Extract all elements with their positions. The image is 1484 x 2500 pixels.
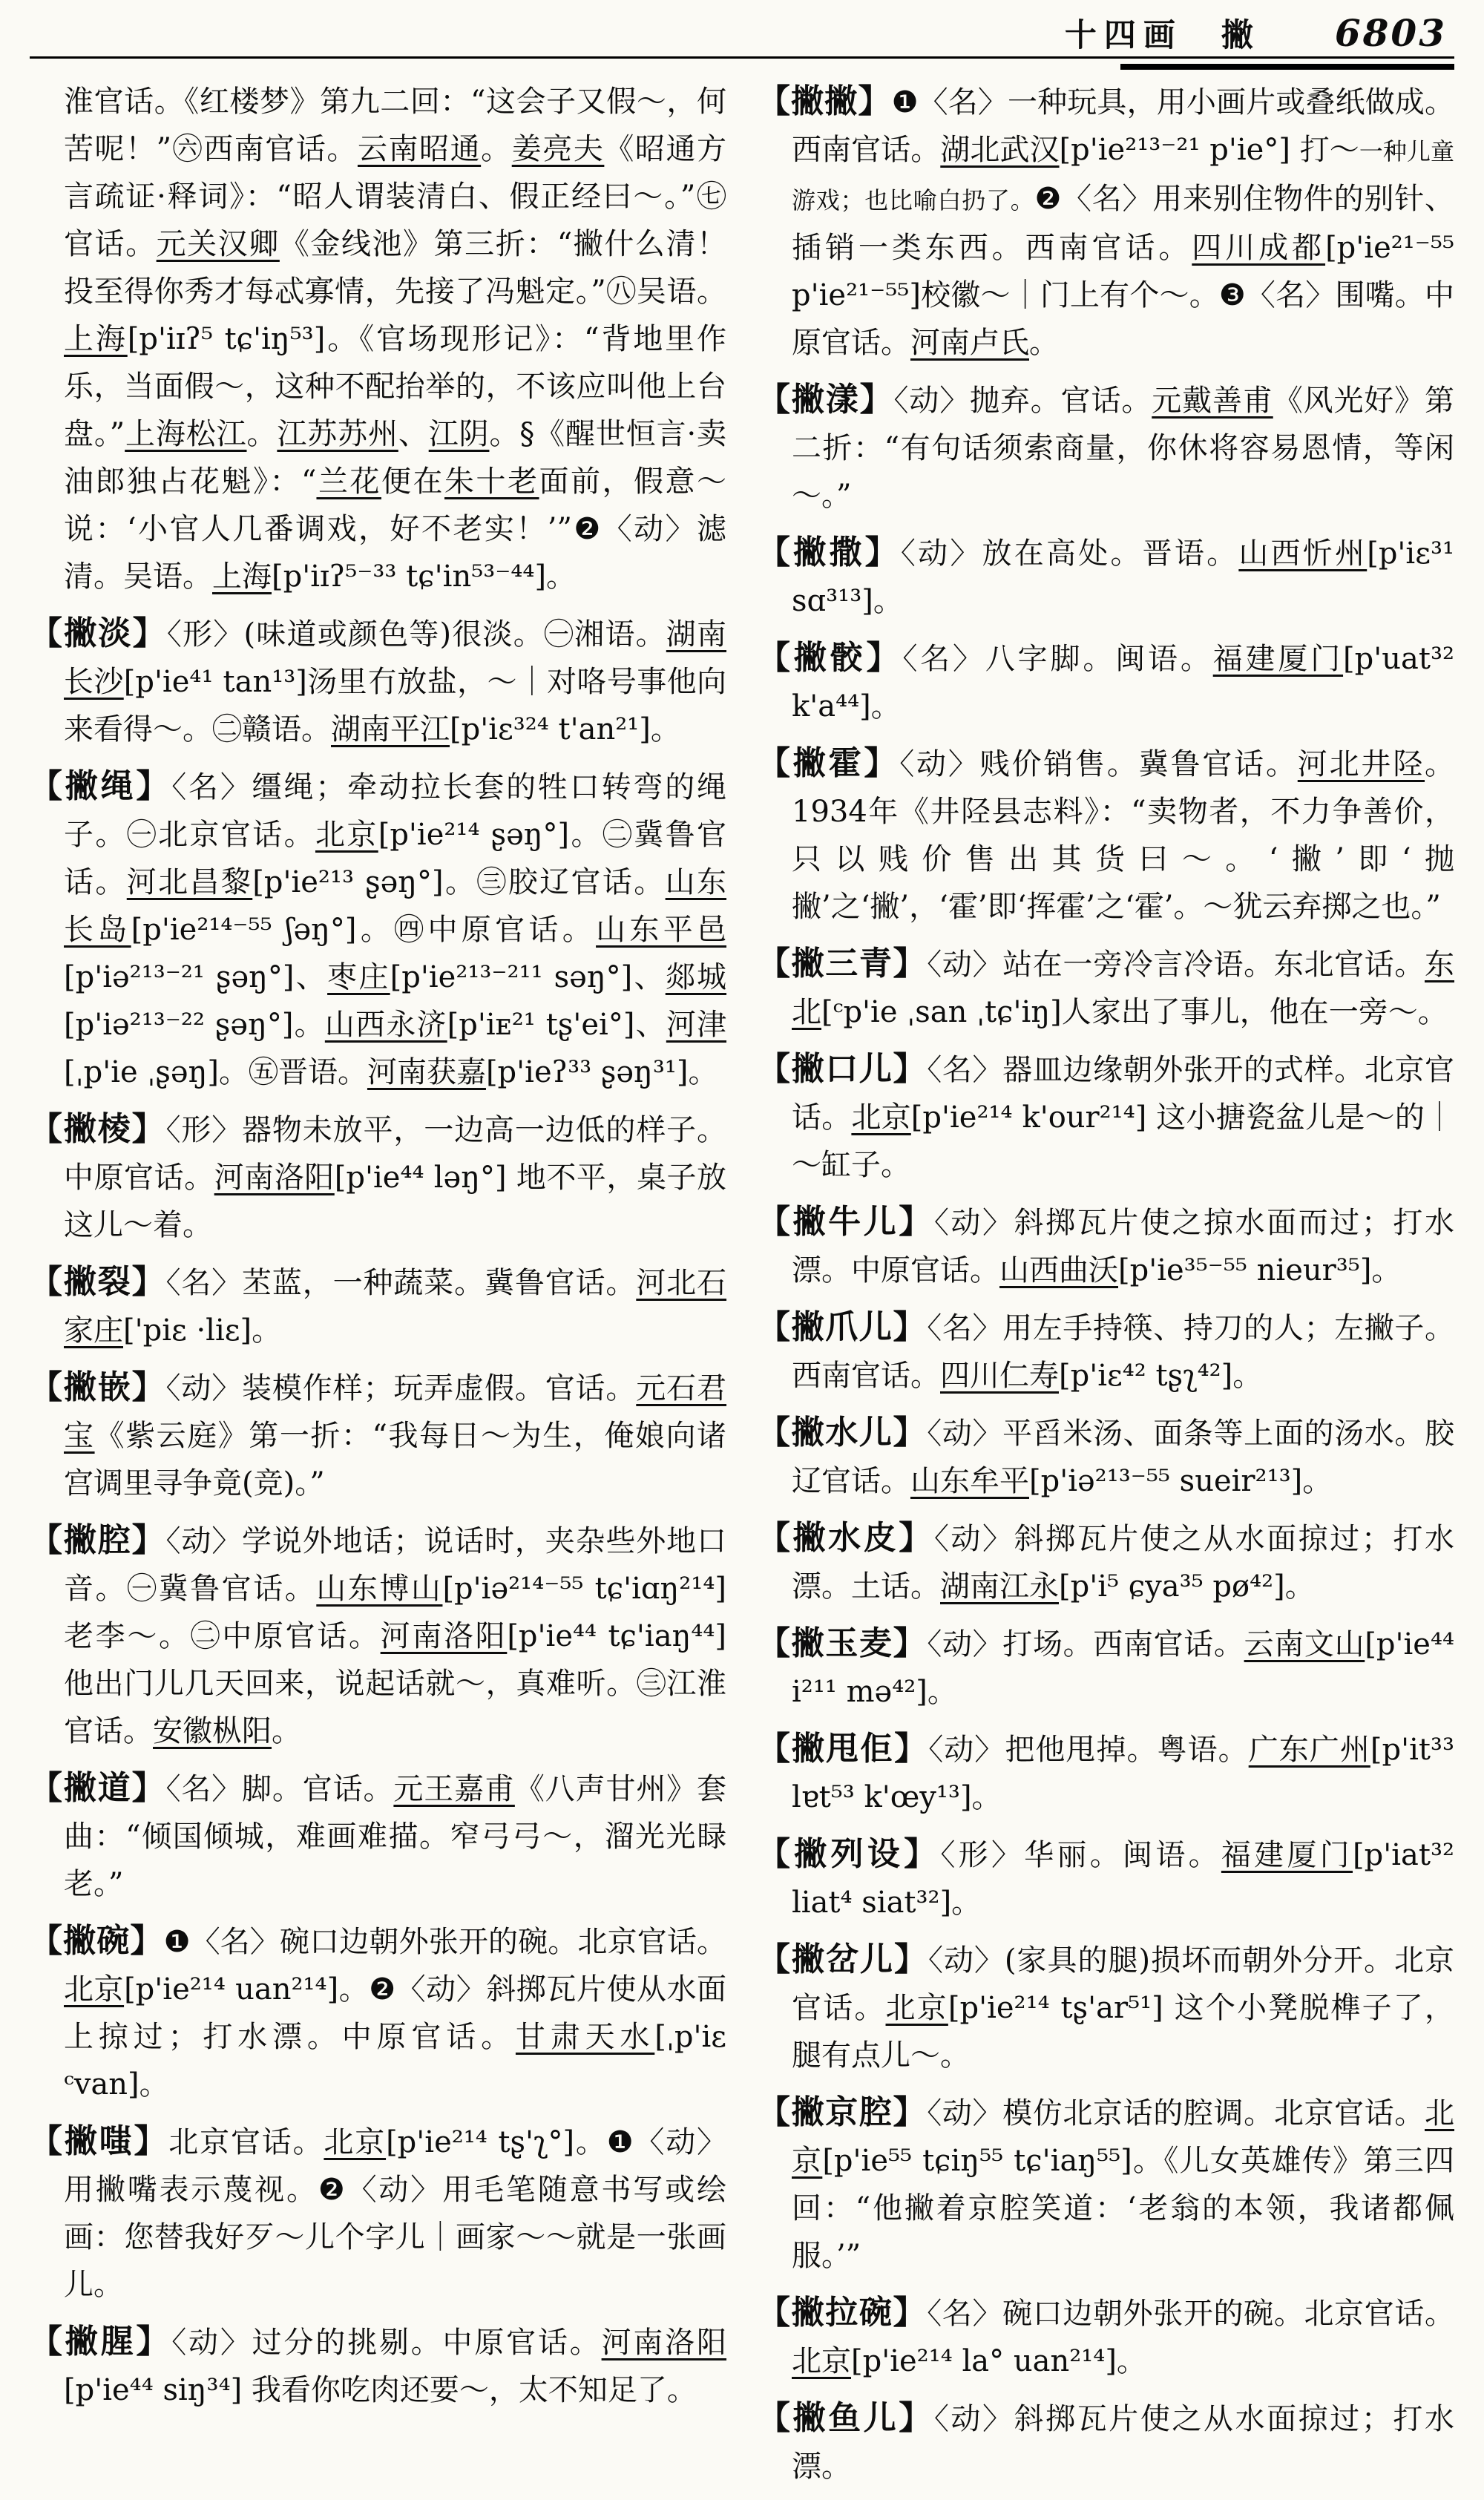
proper-noun-underlined: 北京 <box>851 1100 911 1135</box>
proper-noun-underlined: 兰花 <box>316 465 381 499</box>
dictionary-entry: 【撇甩佢】〈动〉把他甩掉。粤语。广东广州[p'it³³ lɐt⁵³ k'œy¹³]。 <box>758 1730 1455 1814</box>
entry-headword: 【撇口儿】 <box>758 1050 928 1088</box>
dictionary-entry: 【撇鱼儿】〈动〉斜掷瓦片使之从水面掠过；打水漂。 <box>758 2399 1455 2484</box>
proper-noun-underlined: 东北 <box>792 948 1455 1029</box>
dictionary-entry: 【撇腔】〈动〉学说外地话；说话时，夹杂些外地口音。㊀冀鲁官话。山东博山[p'iə²¹⁴⁻⁵⁵ tɕ'iɑŋ²¹⁴] 老李～。㊁中原官话。河南洛阳[p'ie⁴⁴ tɕ'iaŋ⁴⁴] 他出门儿几天回来，说起话就～，真难听。㊂江淮官话。安徽枞阳。 <box>30 1521 727 1748</box>
proper-noun-underlined: 湖南平江 <box>331 712 450 747</box>
entry-headword: 【撇嵌】 <box>30 1368 166 1406</box>
proper-noun-underlined: 四川仁寿 <box>940 1359 1059 1393</box>
dictionary-entry: 【撇岔儿】〈动〉(家具的腿)损坏而朝外分开。北京官话。北京[p'ie²¹⁴ tʂ'ar⁵¹] 这个小凳脱榫子了，腿有点儿～。 <box>758 1940 1455 2073</box>
proper-noun-underlined: 湖南长沙 <box>64 617 727 699</box>
entry-headword: 【撇撒】 <box>758 534 901 571</box>
proper-noun-underlined: 山东长岛 <box>64 865 727 947</box>
entry-headword: 【撇水儿】 <box>758 1414 928 1451</box>
proper-noun-underlined: 山东牟平 <box>910 1464 1029 1498</box>
proper-noun-underlined: 上海 <box>64 322 128 356</box>
proper-noun-underlined: 江苏苏州 <box>277 417 398 451</box>
dictionary-entry: 【撇绳】〈名〉缰绳；牵动拉长套的牲口转弯的绳子。㊀北京官话。北京[p'ie²¹⁴ ʂəŋ°]。㊁冀鲁官话。河北昌黎[p'ie²¹³ ʂəŋ°]。㊂胶辽官话。山东长岛[p'ie²¹⁴⁻⁵⁵ ʃəŋ°]。㊃中原官话。山东平邑[p'iə²¹³⁻²¹ ʂəŋ°]、枣庄[p'ie²¹³⁻²¹¹ səŋ°]、郯城[p'iə²¹³⁻²² ʂəŋ°]。山西永济[p'iᴇ²¹ tʂ'ei°]、河津[ˌp'ie ˌʂəŋ]。㊄晋语。河南获嘉[p'ieʔ³³ ʂəŋ³¹]。 <box>30 767 727 1089</box>
dictionary-entry: 【撇三青】〈动〉站在一旁冷言冷语。东北官话。东北[ᶜp'ie ˌsan ˌtɕ'iŋ]人家出了事儿，他在一旁～。 <box>758 945 1455 1029</box>
right-column <box>758 78 1454 2500</box>
two-column-layout <box>30 78 1454 2500</box>
header-rule <box>30 56 1454 59</box>
proper-noun-underlined: 云南文山 <box>1244 1627 1365 1661</box>
dictionary-entry: 【撇棱】〈形〉器物未放平，一边高一边低的样子。中原官话。河南洛阳[p'ie⁴⁴ ləŋ°] 地不平，桌子放这儿～着。 <box>30 1110 727 1242</box>
proper-noun-underlined: 甘肃天水 <box>515 2020 655 2054</box>
proper-noun-underlined: 云南昭通 <box>357 132 482 166</box>
dictionary-entry: 【撇爪儿】〈名〉用左手持筷、持刀的人；左撇子。西南官话。四川仁寿[p'iɛ⁴² tʂʅ⁴²]。 <box>758 1308 1455 1393</box>
entry-headword: 【撇骹】 <box>758 639 903 677</box>
entry-headword: 【撇淡】 <box>30 614 167 652</box>
entry-headword: 【撇列设】 <box>758 1835 941 1873</box>
dictionary-entry: 【撇漾】〈动〉抛弃。官话。元戴善甫《风光好》第二折：“有句话须索商量，你休将容易恩情，等闲～。” <box>758 381 1455 513</box>
entry-headword: 【撇水皮】 <box>758 1519 934 1557</box>
proper-noun-underlined: 福建厦门 <box>1212 642 1344 676</box>
dictionary-entry: 【撇京腔】〈动〉模仿北京话的腔调。北京官话。北京[p'ie⁵⁵ tɕiŋ⁵⁵ tɕ'iaŋ⁵⁵]。《儿女英雄传》第三四回：“他撇着京腔笑道：‘老翁的本领，我诸都佩服。’” <box>758 2093 1455 2273</box>
dictionary-entry: 【撇碗】❶〈名〉碗口边朝外张开的碗。北京官话。北京[p'ie²¹⁴ uan²¹⁴]。❷〈动〉斜掷瓦片使从水面上掠过；打水漂。中原官话。甘肃天水[ˌp'iɛ ᶜvan]。 <box>30 1922 727 2102</box>
proper-noun-underlined: 朱十老 <box>444 465 539 499</box>
proper-noun-underlined: 上海松江 <box>125 417 247 451</box>
dictionary-entry: 【撇淡】〈形〉(味道或颜色等)很淡。㊀湘语。湖南长沙[p'ie⁴¹ tan¹³]汤里冇放盐，～｜对咯号事他向来看得～。㊁赣语。湖南平江[p'iɛ³²⁴ t'an²¹]。 <box>30 614 727 747</box>
proper-noun-underlined: 广东广州 <box>1248 1733 1370 1767</box>
dictionary-entry: 【撇列设】〈形〉华丽。闽语。福建厦门[p'iat³² liat⁴ siat³²]。 <box>758 1835 1455 1920</box>
proper-noun-underlined: 安徽枞阳 <box>153 1714 272 1748</box>
proper-noun-underlined: 湖北武汉 <box>940 133 1060 167</box>
proper-noun-underlined: 山西忻州 <box>1238 537 1368 571</box>
entry-headword: 【撇棱】 <box>30 1110 166 1148</box>
left-column <box>30 78 726 2500</box>
proper-noun-underlined: 山东平邑 <box>596 913 727 947</box>
proper-noun-underlined: 河南获嘉 <box>367 1055 486 1089</box>
continued-entry-text: 淮官话。《红楼梦》第九二回：“这会子又假～，何苦呢！”㊅西南官话。云南昭通。姜亮夫《昭通方言疏证·释词》：“昭人谓装清白、假正经曰～。”㊆官话。元关汉卿《金线池》第三折：“撇什么清！投至得你秀才每忒寡情，先接了冯魁定。”㊇吴语。上海[p'iɪʔ⁵ tɕ'iŋ⁵³]。《官场现形记》：“背地里作乐，当面假～，这种不配抬举的，不该应叫他上台盘。”上海松江。江苏苏州、江阴。§《醒世恒言·卖油郎独占花魁》：“兰花便在朱十老面前，假意～说：‘小官人几番调戏，好不老实！’”❷〈动〉滤清。吴语。上海[p'iɪʔ⁵⁻³³ tɕ'in⁵³⁻⁴⁴]。 <box>64 85 727 594</box>
dictionary-entry: 【撇口儿】〈名〉器皿边缘朝外张开的式样。北京官话。北京[p'ie²¹⁴ k'our²¹⁴] 这小搪瓷盆儿是～的｜～缸子。 <box>758 1050 1455 1182</box>
entry-headword: 【撇嗤】 <box>30 2122 169 2160</box>
dictionary-entry: 【撇水皮】〈动〉斜掷瓦片使之从水面掠过；打水漂。土话。湖南江永[p'i⁵ ɕya³⁵ pø⁴²]。 <box>758 1519 1455 1604</box>
proper-noun-underlined: 山西曲沃 <box>999 1253 1118 1287</box>
entry-headword: 【撇拉碗】 <box>758 2294 928 2332</box>
proper-noun-underlined: 山东博山 <box>316 1572 443 1606</box>
dictionary-entry: 【撇骹】〈名〉八字脚。闽语。福建厦门[p'uat³² k'a⁴⁴]。 <box>758 639 1455 724</box>
proper-noun-underlined: 河北石家庄 <box>64 1266 727 1348</box>
dictionary-entry: 【撇裂】〈名〉苤蓝，一种蔬菜。冀鲁官话。河北石家庄['piɛ ·liɛ]。 <box>30 1263 727 1348</box>
entry-headword: 【撇玉麦】 <box>758 1624 928 1662</box>
entry-headword: 【撇道】 <box>30 1769 166 1807</box>
proper-noun-underlined: 元戴善甫 <box>1152 384 1273 418</box>
entry-headword: 【撇碗】 <box>30 1922 164 1960</box>
proper-noun-underlined: 北京 <box>792 2096 1455 2178</box>
proper-noun-underlined: 湖南江永 <box>940 1569 1059 1604</box>
proper-noun-underlined: 元关汉卿 <box>156 227 280 261</box>
dictionary-entry: 【撇牛儿】〈动〉斜掷瓦片使之掠水面而过；打水漂。中原官话。山西曲沃[p'ie³⁵⁻⁵⁵ nieur³⁵]。 <box>758 1203 1455 1287</box>
proper-noun-underlined: 河南卢氏 <box>910 326 1029 360</box>
dictionary-entry: 【撇撇】❶〈名〉一种玩具，用小画片或叠纸做成。西南官话。湖北武汉[p'ie²¹³⁻²¹ p'ie°] 打～一种儿童游戏；也比喻白扔了。❷〈名〉用来别住物件的别针、插销一类东西。西南官话。四川成都[p'ie²¹⁻⁵⁵ p'ie²¹⁻⁵⁵]校徽～｜门上有个～。❸〈名〉围嘴。中原官话。河南卢氏。 <box>758 82 1455 360</box>
entry-headword: 【撇三青】 <box>758 945 928 982</box>
proper-noun-underlined: 北京 <box>324 2125 387 2159</box>
proper-noun-underlined: 江阴 <box>428 417 490 451</box>
proper-noun-underlined: 河津 <box>666 1008 727 1042</box>
proper-noun-underlined: 姜亮夫 <box>511 132 605 166</box>
entry-headword: 【撇裂】 <box>30 1263 166 1301</box>
entry-headword: 【撇甩佢】 <box>758 1730 929 1768</box>
proper-noun-underlined: 北京 <box>792 2344 851 2378</box>
proper-noun-underlined: 河南洛阳 <box>380 1619 508 1653</box>
dictionary-entry: 【撇腥】〈动〉过分的挑剔。中原官话。河南洛阳[p'ie⁴⁴ siŋ³⁴] 我看你吃肉还要～，太不知足了。 <box>30 2323 727 2407</box>
page-number: 6803 <box>1334 11 1447 55</box>
proper-noun-underlined: 山西永济 <box>324 1008 447 1042</box>
proper-noun-underlined: 枣庄 <box>327 960 390 994</box>
header-rule-thick <box>1120 64 1454 70</box>
entry-headword: 【撇牛儿】 <box>758 1203 934 1241</box>
proper-noun-underlined: 四川成都 <box>1192 231 1326 265</box>
dictionary-entry: 【撇撒】〈动〉放在高处。晋语。山西忻州[p'iɛ³¹ sɑ³¹³]。 <box>758 534 1455 618</box>
section-headword-char: 撇 <box>1221 17 1253 54</box>
dictionary-entry: 【撇道】〈名〉脚。官话。元王嘉甫《八声甘州》套曲：“倾国倾城，难画难描。窄弓弓～，溜光光睩老。” <box>30 1769 727 1901</box>
entry-headword: 【撇绳】 <box>30 767 172 805</box>
dictionary-entry: 【撇拉碗】〈名〉碗口边朝外张开的碗。北京官话。北京[p'ie²¹⁴ la° uan²¹⁴]。 <box>758 2294 1455 2378</box>
proper-noun-underlined: 河北昌黎 <box>126 865 253 899</box>
dictionary-entry: 【撇嗤】北京官话。北京[p'ie²¹⁴ tʂ'ʅ°]。❶〈动〉用撇嘴表示蔑视。❷〈动〉用毛笔随意书写或绘画：您替我好歹～儿个字儿｜画家～～就是一张画儿。 <box>30 2122 727 2302</box>
page-header <box>30 10 1454 55</box>
entry-headword: 【撇爪儿】 <box>758 1308 928 1346</box>
dictionary-entry: 【撇水儿】〈动〉平舀米汤、面条等上面的汤水。胶辽官话。山东牟平[p'iə²¹³⁻⁵⁵ sueir²¹³]。 <box>758 1414 1455 1498</box>
proper-noun-underlined: 北京 <box>315 818 378 852</box>
entry-headword: 【撇腔】 <box>30 1521 166 1559</box>
proper-noun-underlined: 元王嘉甫 <box>393 1772 515 1806</box>
proper-noun-underlined: 郯城 <box>665 960 727 994</box>
dictionary-entry: 【撇嵌】〈动〉装模作样；玩弄虚假。官话。元石君宝《紫云庭》第一折：“我每日～为生，俺娘向诸宫调里寻争竟(竞)。” <box>30 1368 727 1500</box>
dictionary-entry: 【撇玉麦】〈动〉打场。西南官话。云南文山[p'ie⁴⁴ i²¹¹ mə⁴²]。 <box>758 1624 1455 1709</box>
proper-noun-underlined: 上海 <box>212 560 272 594</box>
entry-headword: 【撇撇】 <box>758 82 892 120</box>
entry-headword: 【撇霍】 <box>758 744 900 782</box>
proper-noun-underlined: 元石君宝 <box>64 1371 727 1453</box>
proper-noun-underlined: 北京 <box>885 1991 948 2025</box>
small-note-text: 一种儿童游戏；也比喻白扔了。 <box>792 137 1455 214</box>
proper-noun-underlined: 河南洛阳 <box>214 1161 335 1195</box>
entry-headword: 【撇腥】 <box>30 2323 172 2360</box>
proper-noun-underlined: 北京 <box>64 1972 125 2007</box>
proper-noun-underlined: 福建厦门 <box>1221 1838 1353 1872</box>
entry-headword: 【撇京腔】 <box>758 2093 928 2131</box>
entry-headword: 【撇岔儿】 <box>758 1940 928 1978</box>
entry-headword: 【撇漾】 <box>758 381 894 419</box>
dictionary-entry: 【撇霍】〈动〉贱价销售。冀鲁官话。河北井陉。1934年《井陉县志料》：“卖物者，不力争善价，只以贱价售出其货曰～。‘撇’即‘抛撇’之‘撇’，‘霍’即‘挥霍’之‘霍’。～犹云弃掷之也。” <box>758 744 1455 924</box>
proper-noun-underlined: 河南洛阳 <box>601 2326 727 2360</box>
stroke-section-title: 十四画 <box>1064 17 1183 54</box>
entry-headword: 【撇鱼儿】 <box>758 2399 934 2437</box>
proper-noun-underlined: 河北井陉 <box>1297 747 1425 781</box>
